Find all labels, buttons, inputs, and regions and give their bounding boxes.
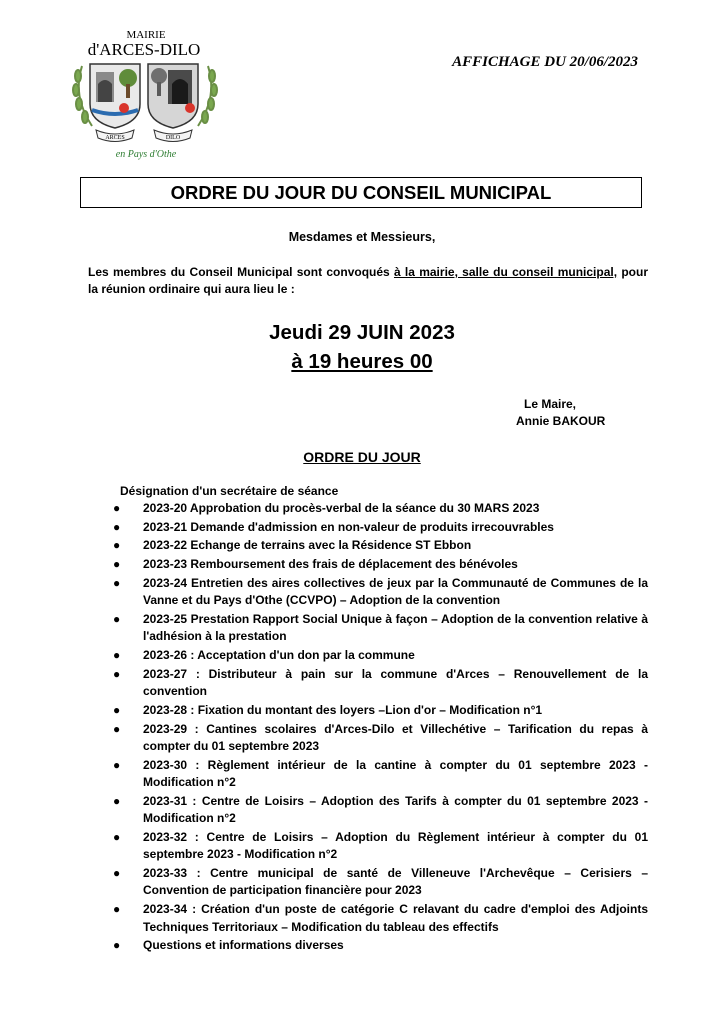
agenda-item bbox=[113, 865, 648, 900]
bullet-icon: ● bbox=[113, 575, 121, 590]
agenda-item-text: 2023-31 : Centre de Loisirs – Adoption des Tarifs à compter du 01 septembre 2023 - Modification n°2 bbox=[143, 793, 648, 826]
bullet-icon: ● bbox=[113, 666, 121, 681]
agenda-item bbox=[113, 937, 648, 954]
agenda-item bbox=[113, 500, 648, 517]
agenda-preface: Désignation d'un secrétaire de séance bbox=[120, 484, 339, 498]
logo-ribbon-dilo-text: DILO bbox=[165, 135, 181, 141]
agenda-heading: ORDRE DU JOUR bbox=[303, 449, 421, 465]
intro-text-start: Les membres du Conseil Municipal sont convoqués bbox=[88, 265, 394, 279]
bullet-icon: ● bbox=[113, 501, 121, 515]
shield-arces-icon bbox=[90, 64, 140, 128]
agenda-item-text: 2023-22 Echange de terrains avec la Résidence ST Ebbon bbox=[143, 538, 472, 553]
logo-tagline-text: en Pays d'Othe bbox=[115, 149, 177, 160]
bullet-icon: ● bbox=[113, 793, 121, 808]
agenda-item-text: 2023-32 : Centre de Loisirs – Adoption du Règlement intérieur à compter du 01 septembre 2023 - Modification n°2 bbox=[143, 829, 648, 862]
agenda-item-text: 2023-20 Approbation du procès-verbal de la séance du 30 MARS 2023 bbox=[143, 501, 540, 515]
bullet-icon: ● bbox=[113, 865, 121, 880]
agenda-item-text: Questions et informations diverses bbox=[143, 938, 344, 953]
bullet-icon: ● bbox=[113, 902, 121, 917]
bullet-icon: ● bbox=[113, 648, 121, 663]
document-title: ORDRE DU JOUR DU CONSEIL MUNICIPAL bbox=[80, 177, 642, 208]
agenda-list bbox=[113, 500, 648, 956]
laurel-left-icon bbox=[73, 66, 92, 126]
agenda-item-text: 2023-29 : Cantines scolaires d'Arces-Dilo et Villechétive – Tarification du repas à compter du 01 septembre 2023 bbox=[143, 721, 648, 753]
agenda-item bbox=[113, 702, 648, 719]
posting-date: AFFICHAGE DU 20/06/2023 bbox=[452, 54, 638, 70]
agenda-item bbox=[113, 666, 648, 701]
agenda-item-text: 2023-28 : Fixation du montant des loyers –Lion d'or – Modification n°1 bbox=[143, 702, 543, 717]
agenda-item bbox=[113, 647, 648, 664]
agenda-item-text: 2023-27 : Distributeur à pain sur la commune d'Arces – Renouvellement de la convention bbox=[143, 666, 648, 699]
bullet-icon: ● bbox=[113, 938, 121, 953]
agenda-item-text: 2023-24 Entretien des aires collectives de jeux par la Communauté de Communes de la Vanne et du Pays d'Othe (CCVPO) – Adoption de la convention bbox=[143, 575, 648, 608]
bullet-icon: ● bbox=[113, 611, 121, 626]
signatory-role: Le Maire, bbox=[524, 397, 577, 411]
agenda-item bbox=[113, 556, 648, 573]
agenda-item-text: 2023-26 : Acceptation d'un don par la commune bbox=[143, 648, 415, 663]
bullet-icon: ● bbox=[113, 757, 121, 772]
agenda-item bbox=[113, 721, 648, 756]
logo-town-name-text: d'ARCES-DILO bbox=[87, 40, 201, 59]
bullet-icon: ● bbox=[113, 519, 121, 534]
logo-mairie-text: MAIRIE bbox=[126, 29, 166, 41]
agenda-item bbox=[113, 537, 648, 554]
intro-paragraph bbox=[88, 264, 648, 298]
agenda-item-text: 2023-30 : Règlement intérieur de la cantine à compter du 01 septembre 2023 - Modification n°2 bbox=[143, 757, 648, 790]
bullet-icon: ● bbox=[113, 557, 121, 572]
logo-ribbon-arces-text: ARCES bbox=[105, 135, 125, 141]
municipal-coat-of-arms-logo bbox=[62, 26, 226, 162]
meeting-location: à la mairie, salle du conseil municipal, bbox=[393, 265, 618, 279]
agenda-item bbox=[113, 829, 648, 864]
agenda-item bbox=[113, 575, 648, 610]
signatory-name: Annie BAKOUR bbox=[516, 414, 606, 428]
salutation: Mesdames et Messieurs, bbox=[288, 230, 436, 244]
intro-text-end: pour la réunion ordinaire qui aura lieu le : bbox=[88, 265, 648, 296]
bullet-icon: ● bbox=[113, 702, 121, 717]
agenda-item bbox=[113, 519, 648, 536]
agenda-item-text: 2023-21 Demande d'admission en non-valeur de produits irrecouvrables bbox=[143, 519, 554, 534]
agenda-item bbox=[113, 611, 648, 646]
meeting-date-block bbox=[0, 318, 724, 376]
bullet-icon: ● bbox=[113, 829, 121, 844]
laurel-right-icon bbox=[198, 66, 217, 126]
agenda-item bbox=[113, 757, 648, 792]
agenda-item-text: 2023-23 Remboursement des frais de déplacement des bénévoles bbox=[143, 557, 518, 572]
meeting-time: à 19 heures 00 bbox=[291, 350, 433, 373]
signature-block bbox=[516, 396, 605, 430]
agenda-item-text: 2023-25 Prestation Rapport Social Unique à façon – Adoption de la convention relative à l'adhésion à la prestation bbox=[143, 611, 648, 644]
bullet-icon: ● bbox=[113, 538, 121, 553]
bullet-icon: ● bbox=[113, 721, 121, 736]
agenda-item bbox=[113, 793, 648, 828]
shield-dilo-icon bbox=[148, 64, 198, 128]
agenda-item bbox=[113, 901, 648, 936]
agenda-item-text: 2023-34 : Création d'un poste de catégorie C relavant du cadre d'emploi des Adjoints Techniques Territoriaux – Modification du tableau des effectifs bbox=[143, 902, 648, 934]
agenda-item-text: 2023-33 : Centre municipal de santé de Villeneuve l'Archevêque – Cerisiers – Convention de participation financière pour 2023 bbox=[143, 865, 648, 898]
meeting-day: Jeudi 29 JUIN 2023 bbox=[269, 321, 455, 344]
